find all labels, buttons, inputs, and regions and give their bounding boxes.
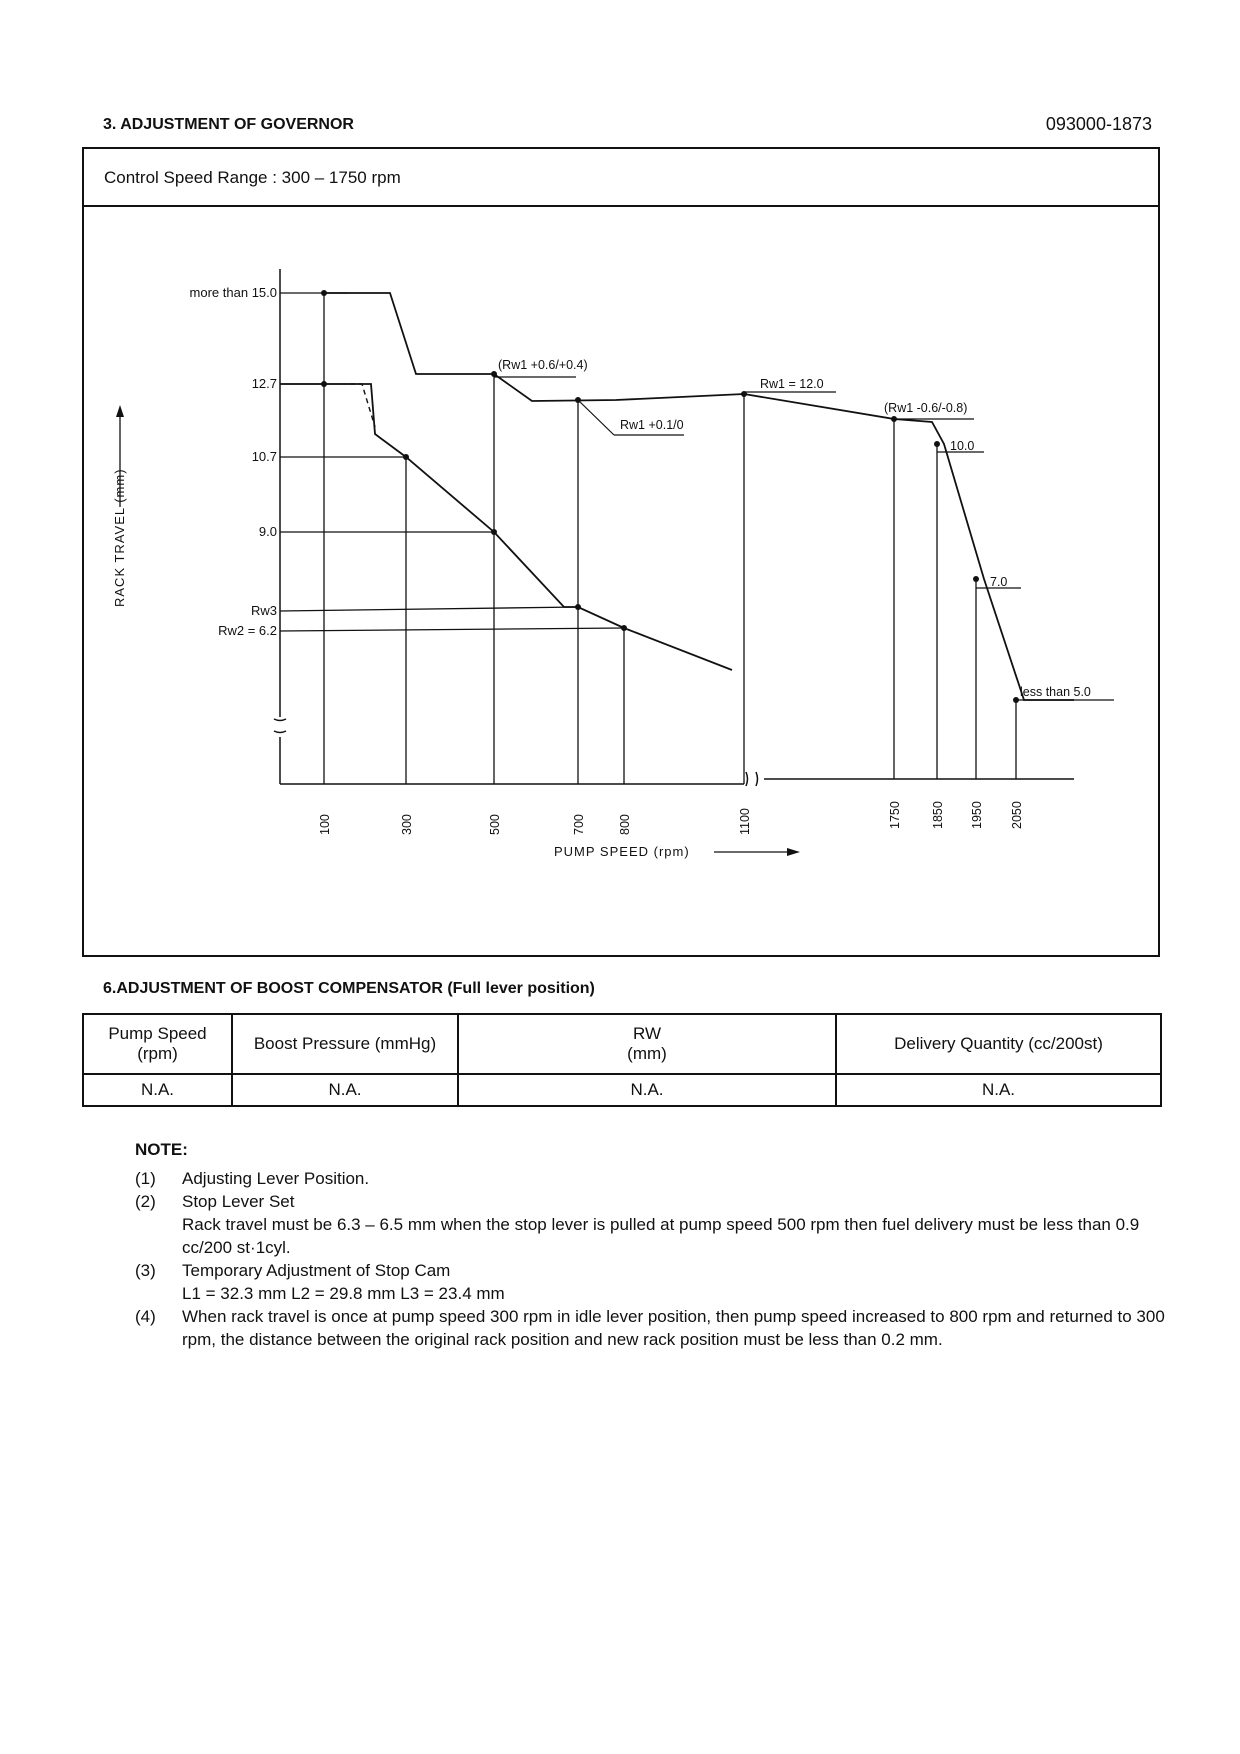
header-rw: RW (mm) (458, 1014, 836, 1074)
note-line: Stop Lever Set (182, 1192, 295, 1211)
label-rw1-plus06: (Rw1 +0.6/+0.4) (498, 358, 588, 372)
control-speed-range: Control Speed Range : 300 – 1750 rpm (84, 149, 1158, 207)
y-label-rw2: Rw2 = 6.2 (218, 623, 277, 638)
x-tick-1850: 1850 (931, 801, 945, 829)
header-pump-speed: Pump Speed (rpm) (83, 1014, 232, 1074)
label-rw1-12: Rw1 = 12.0 (760, 377, 824, 391)
note-line: L1 = 32.3 mm L2 = 29.8 mm L3 = 23.4 mm (182, 1284, 505, 1303)
note-number: (1) (135, 1169, 156, 1188)
pt-1950 (973, 576, 979, 582)
note-line: When rack travel is once at pump speed 300 rpm in idle lever position, then pump speed increased to 800 rpm and returned to 300 rpm, the distance between the original rack position and new rack position must be less than 0.2 mm. (182, 1307, 1165, 1349)
x-tick-1950: 1950 (970, 801, 984, 829)
note-3 (135, 1259, 1165, 1305)
x-tick-2050: 2050 (1010, 801, 1024, 829)
boost-data-row (83, 1074, 1161, 1106)
note-2 (135, 1190, 1165, 1259)
x-axis-break (746, 772, 758, 786)
note-line: Adjusting Lever Position. (182, 1169, 370, 1188)
x-tick-1100: 1100 (738, 808, 752, 835)
header-delivery-quantity: Delivery Quantity (cc/200st) (836, 1014, 1161, 1074)
note-number: (2) (135, 1192, 156, 1211)
part-number: 093000-1873 (1045, 114, 1152, 134)
y-label-9-0: 9.0 (258, 524, 277, 539)
note-line: Temporary Adjustment of Stop Cam (182, 1261, 451, 1280)
governor-chart (84, 207, 1158, 955)
x-axis-title: PUMP SPEED (rpm) (554, 844, 690, 859)
pt-500-9 (491, 529, 497, 535)
y-axis-arrowhead (116, 405, 124, 417)
x-tick-100: 100 (318, 814, 332, 835)
pt-1850 (934, 441, 940, 447)
boost-table (82, 1013, 1162, 1107)
pt-300-10-7 (403, 454, 409, 460)
x-tick-300: 300 (400, 814, 414, 835)
leader-rw1-plus01 (578, 400, 614, 435)
y-label-rw3: Rw3 (250, 603, 277, 618)
governor-panel (82, 147, 1160, 957)
y-label-more-than-15: more than 15.0 (189, 285, 277, 300)
x-axis-arrowhead (787, 848, 800, 856)
label-10-0: 10.0 (950, 439, 975, 453)
label-less-5: less than 5.0 (1020, 685, 1091, 699)
y-label-12-7: 12.7 (251, 376, 277, 391)
pt-100-12-7 (321, 381, 327, 387)
notes-heading: NOTE: (135, 1140, 188, 1159)
note-1 (135, 1167, 1165, 1190)
y-axis-break (274, 719, 286, 733)
label-rw1-minus: (Rw1 -0.6/-0.8) (884, 401, 968, 415)
ref-line-rw3 (280, 607, 578, 611)
pt-700-rw3 (575, 604, 581, 610)
cell-rw: N.A. (458, 1074, 836, 1106)
note-4 (135, 1305, 1165, 1351)
ref-line-rw2 (280, 628, 624, 631)
x-tick-700: 700 (572, 814, 586, 835)
x-tick-1750: 1750 (888, 801, 902, 829)
label-7-0: 7.0 (990, 575, 1008, 589)
notes-section (135, 1138, 1165, 1351)
label-rw1-plus01: Rw1 +0.1/0 (620, 418, 684, 432)
cell-pump-speed: N.A. (83, 1074, 232, 1106)
note-text (182, 1167, 1165, 1190)
cell-boost-pressure: N.A. (232, 1074, 458, 1106)
x-tick-800: 800 (618, 814, 632, 835)
note-number: (3) (135, 1261, 156, 1280)
y-label-10-7: 10.7 (251, 449, 277, 464)
note-text (182, 1259, 1165, 1305)
pt-100-15 (321, 290, 327, 296)
pt-800-rw2 (621, 625, 627, 631)
note-number: (4) (135, 1307, 156, 1326)
section-title: 3. ADJUSTMENT OF GOVERNOR (103, 116, 354, 133)
header-boost-pressure: Boost Pressure (mmHg) (232, 1014, 458, 1074)
chart-axes (274, 269, 1074, 786)
boost-header-row (83, 1014, 1161, 1074)
cell-delivery-quantity: N.A. (836, 1074, 1161, 1106)
note-text (182, 1190, 1165, 1259)
curve-full-lever (324, 293, 1074, 700)
x-tick-500: 500 (488, 814, 502, 835)
note-text (182, 1305, 1165, 1351)
boost-compensator-title: 6.ADJUSTMENT OF BOOST COMPENSATOR (Full lever position) (103, 980, 595, 997)
y-axis-title: RACK TRAVEL (mm) (112, 468, 127, 607)
note-line: Rack travel must be 6.3 – 6.5 mm when the stop lever is pulled at pump speed 500 rpm then fuel delivery must be less than 0.9 cc/200 st·1cyl. (182, 1215, 1140, 1257)
